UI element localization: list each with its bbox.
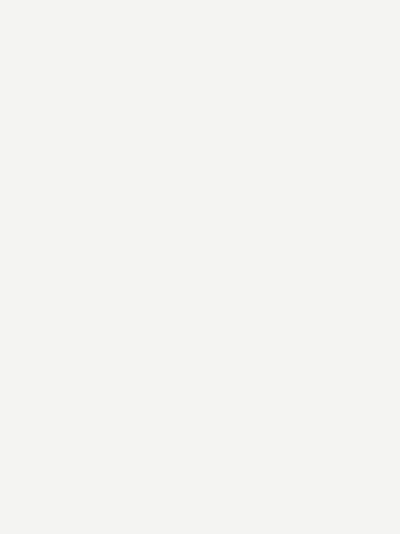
left-column: [16, 20, 195, 524]
entry-columns: [16, 20, 386, 524]
right-column: [207, 20, 386, 524]
